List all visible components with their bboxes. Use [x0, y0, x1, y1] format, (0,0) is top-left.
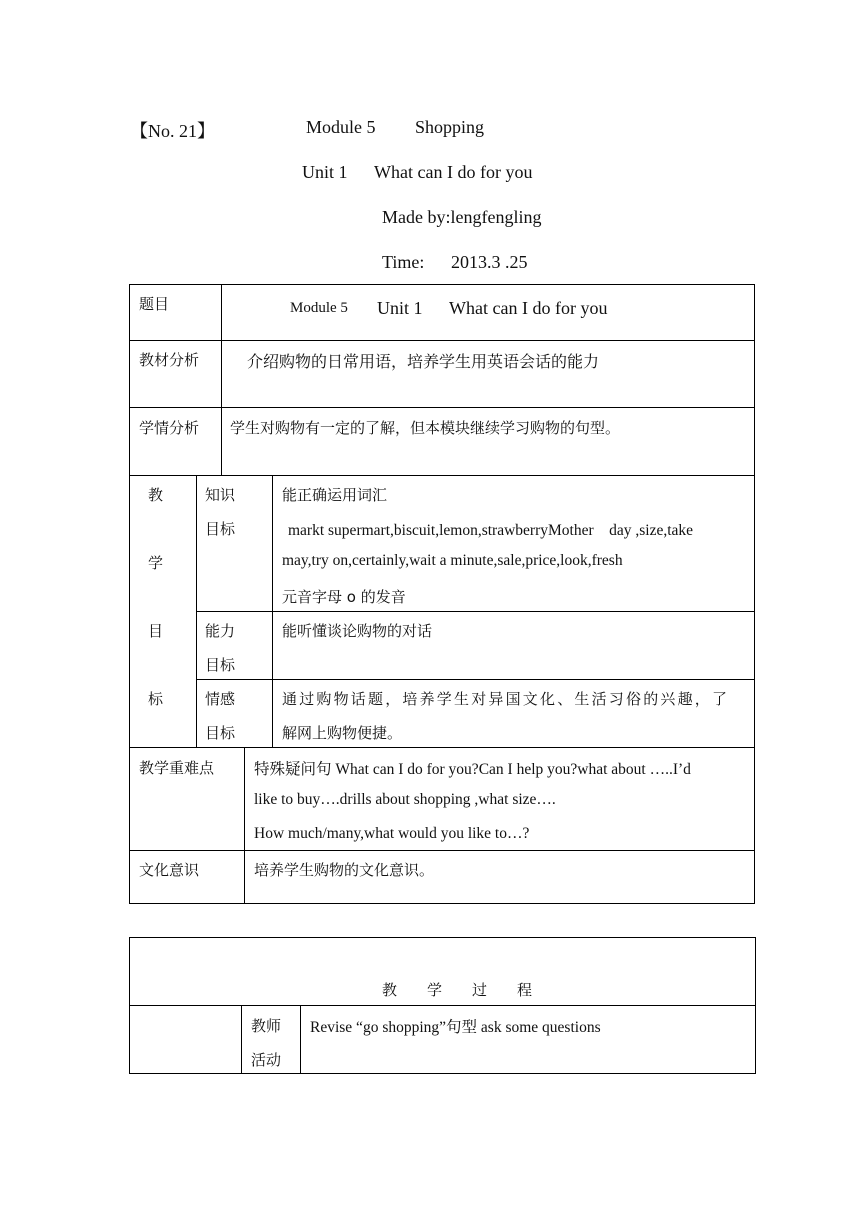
knowledge-line-4: 元音字母 o 的发音: [282, 588, 406, 606]
made-by: Made by:lengfengling: [382, 207, 542, 227]
culture-text: 培养学生购物的文化意识。: [254, 861, 435, 879]
emotion-label-1: 情感: [205, 690, 236, 708]
title-label: 题目: [139, 295, 170, 313]
knowledge-line-3: may,try on,certainly,wait a minute,sale,price,look,fresh: [282, 552, 623, 569]
unit-title: What can I do for you: [374, 162, 533, 182]
process-title: 教 学 过 程: [382, 981, 533, 999]
textbook-text: 介绍购物的日常用语，培养学生用英语会话的能力: [247, 352, 600, 371]
unit-label: Unit 1: [302, 162, 348, 182]
students-text: 学生对购物有一定的了解，但本模块继续学习购物的句型。: [230, 419, 621, 437]
emotion-line-1: 通过购物话题，培养学生对异国文化、生活习俗的兴趣，了: [282, 690, 730, 708]
lesson-number: 【No. 21】: [130, 121, 215, 141]
ability-label-2: 目标: [205, 656, 236, 674]
culture-label: 文化意识: [139, 861, 200, 879]
knowledge-line-1: 能正确运用词汇: [282, 486, 388, 504]
keypoints-line-1: 特殊疑问句 What can I do for you?Can I help you?what about …..I’d: [254, 761, 691, 778]
time-label: Time:: [382, 252, 425, 272]
title-text: What can I do for you: [449, 298, 608, 318]
ability-text: 能听懂谈论购物的对话: [282, 622, 433, 640]
teacher-label-1: 教师: [251, 1017, 282, 1035]
textbook-label: 教材分析: [139, 351, 200, 369]
knowledge-label-2: 目标: [205, 520, 236, 538]
title-module: Module 5: [290, 300, 348, 316]
keypoints-line-3: How much/many,what would you like to…?: [254, 825, 530, 842]
goals-char-3: 目: [148, 622, 164, 640]
teacher-label-2: 活动: [251, 1051, 282, 1069]
goals-char-2: 学: [148, 554, 164, 572]
students-label: 学情分析: [139, 419, 200, 437]
time-value: 2013.3 .25: [451, 252, 528, 272]
keypoints-line-2: like to buy….drills about shopping ,what size….: [254, 791, 556, 808]
goals-char-1: 教: [148, 486, 164, 504]
knowledge-label-1: 知识: [205, 486, 236, 504]
knowledge-line-2: markt supermart,biscuit,lemon,strawberryMother day ,size,take: [288, 522, 694, 539]
emotion-label-2: 目标: [205, 724, 236, 742]
keypoints-label: 教学重难点: [139, 759, 215, 777]
teacher-activity-text: Revise “go shopping”句型 ask some questions: [310, 1019, 601, 1036]
module-label: Module 5: [306, 117, 376, 137]
ability-label-1: 能力: [205, 622, 236, 640]
goals-char-4: 标: [148, 690, 164, 708]
emotion-line-2: 解网上购物便捷。: [282, 724, 403, 742]
topic-label: Shopping: [415, 117, 485, 137]
title-unit: Unit 1: [377, 298, 423, 318]
